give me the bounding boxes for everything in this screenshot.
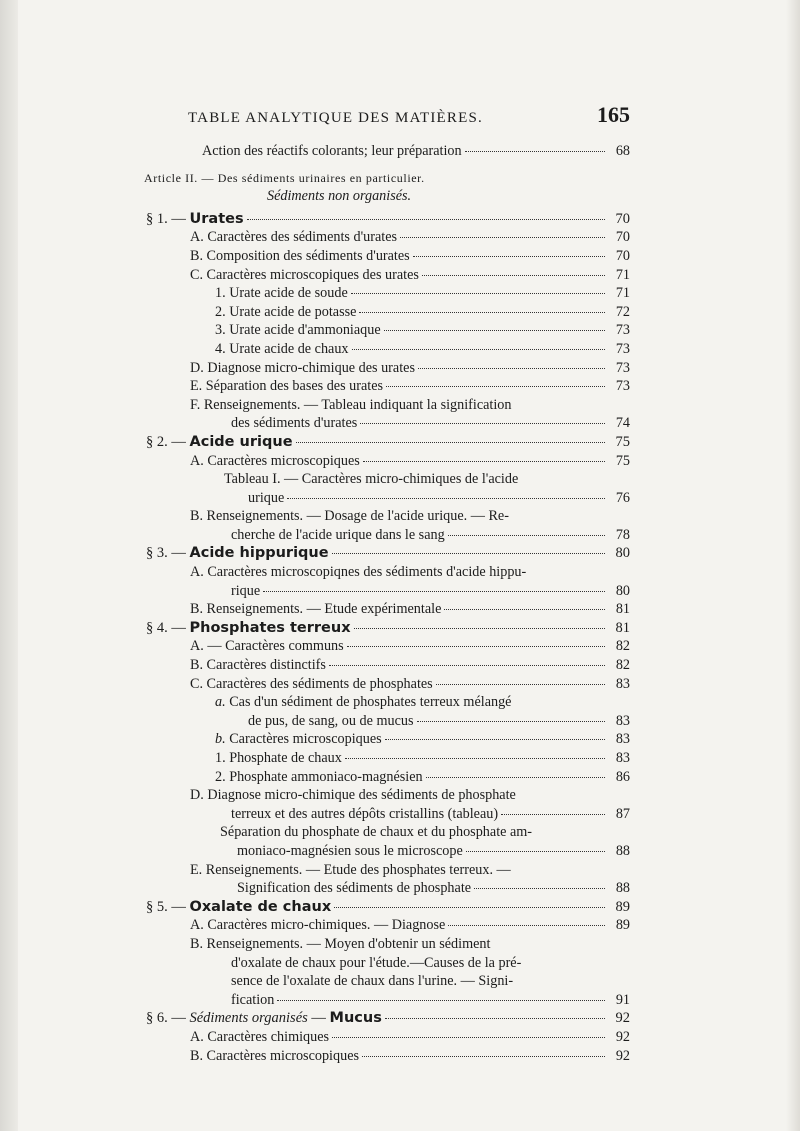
toc-entry: 4. Urate acide de chaux 73 [215, 340, 630, 357]
toc-entry-continuation: Signification des sédiments de phosphate 88 [237, 880, 630, 897]
toc-entry: D. Diagnose micro-chimique des urates 73 [190, 359, 630, 376]
section-heading: § 6. — Sédiments organisés — Mucus 92 [146, 1010, 630, 1027]
toc-entry: B. Caractères microscopiques 92 [190, 1047, 630, 1064]
toc-entry: Action des réactifs colorants; leur préparation 68 [202, 143, 630, 159]
section-heading: § 3. — Acide hippurique 80 [146, 545, 630, 562]
toc-entry-continuation: cherche de l'acide urique dans le sang 78 [231, 526, 630, 543]
article-heading: Article II. — Des sédiments urinaires en particulier. [144, 170, 425, 185]
toc-entry-continuation: de pus, de sang, ou de mucus 83 [248, 712, 630, 729]
toc-entry-continuation: des sédiments d'urates 74 [231, 415, 630, 432]
toc-entry-continuation: urique 76 [248, 489, 630, 506]
page-gutter-left [0, 0, 18, 1131]
toc-entry-continuation: moniaco-magnésien sous le microscope 88 [237, 842, 630, 859]
page-number: 165 [597, 102, 630, 127]
toc-entry: 2. Urate acide de potasse 72 [215, 303, 630, 320]
toc-entry: b. Caractères microscopiques 83 [215, 731, 630, 748]
toc-entry: A. — Caractères communs 82 [190, 638, 630, 655]
section-heading: § 2. — Acide urique 75 [146, 433, 630, 450]
article-subheading: Sédiments non organisés. [267, 188, 412, 205]
toc-entry: B. Renseignements. — Moyen d'obtenir un sédiment [190, 935, 491, 952]
toc-entry: B. Renseignements. — Dosage de l'acide urique. — Re- [190, 508, 509, 525]
toc-entry: B. Caractères distinctifs 82 [190, 657, 630, 674]
toc-entry-continuation: terreux et des autres dépôts cristallins (tableau) 87 [231, 805, 630, 822]
toc-entry-continuation: sence de l'oxalate de chaux dans l'urine. — Signi- [231, 973, 514, 990]
toc-entry-continuation: d'oxalate de chaux pour l'étude.—Causes de la pré- [231, 954, 522, 971]
toc-entry: Séparation du phosphate de chaux et du phosphate am- [220, 824, 533, 841]
toc-entry: F. Renseignements. — Tableau indiquant la signification [190, 396, 512, 413]
toc-entry: A. Caractères micro-chimiques. — Diagnose 89 [190, 917, 630, 934]
section-heading: § 4. — Phosphates terreux 81 [146, 619, 630, 636]
toc-entry: A. Caractères chimiques 92 [190, 1028, 630, 1045]
toc-entry: 1. Urate acide de soude 71 [215, 285, 630, 302]
toc-entry: A. Caractères microscopiqnes des sédiments d'acide hippu- [190, 564, 527, 581]
toc-entry: 2. Phosphate ammoniaco-magnésien 86 [215, 768, 630, 785]
running-title: TABLE ANALYTIQUE DES MATIÈRES. [188, 110, 483, 126]
page-header [140, 100, 630, 134]
toc-entry: 1. Phosphate de chaux 83 [215, 750, 630, 766]
toc-entry: 3. Urate acide d'ammoniaque 73 [215, 322, 630, 339]
toc-entry: C. Caractères microscopiques des urates 71 [190, 266, 630, 283]
toc-entry: Tableau I. — Caractères micro-chimiques de l'acide [224, 471, 519, 488]
section-heading: § 5. — Oxalate de chaux 89 [146, 898, 630, 915]
page-gutter-right [786, 0, 800, 1131]
toc-entry: B. Renseignements. — Etude expérimentale 81 [190, 601, 630, 618]
section-heading: § 1. — Urates 70 [146, 210, 630, 227]
toc-entry: E. Renseignements. — Etude des phosphates terreux. — [190, 861, 511, 878]
toc-entry-continuation: rique 80 [231, 582, 630, 599]
toc-entry: A. Caractères des sédiments d'urates 70 [190, 229, 630, 246]
toc-entry: C. Caractères des sédiments de phosphates 83 [190, 675, 630, 692]
toc-entry: E. Séparation des bases des urates 73 [190, 378, 630, 395]
toc-entry: B. Composition des sédiments d'urates 70 [190, 247, 630, 264]
toc-entry: D. Diagnose micro-chimique des sédiments de phosphate [190, 787, 516, 804]
toc-entry: a. Cas d'un sédiment de phosphates terreux mélangé [215, 694, 512, 711]
document-page [140, 100, 630, 1065]
toc-entry-continuation: fication 91 [231, 991, 630, 1008]
toc-entry: A. Caractères microscopiques 75 [190, 452, 630, 469]
